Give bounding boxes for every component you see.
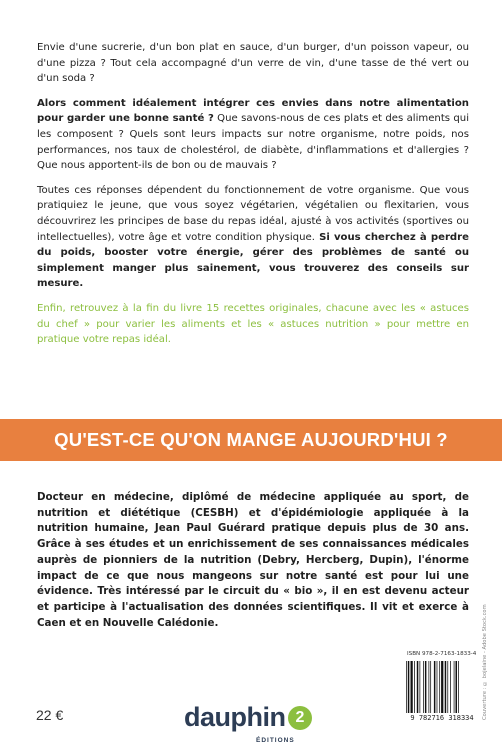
barcode-digits: 9 782716 318334: [410, 714, 474, 722]
intro-paragraph-3: [37, 183, 469, 292]
intro-paragraph-4-recipes: Enfin, retrouvez à la fin du livre 15 recettes originales, chacune avec les « astuces du chef » pour varier les aliments et les « astuces nutrition » pour mettre en pratique votre repas idéal.: [37, 302, 469, 346]
publisher-logo: [180, 690, 320, 750]
intro-paragraph-2-rest: Que savons-nous de ces plats et des aliments qui les composent ? Quels sont leurs impacts sur notre organisme, notre poids, nos performances, nos taux de cholestérol, de diabète, d'inflammations et d'allergies ? Que nous apportent-ils de bon ou de mauvais ?: [37, 113, 469, 172]
cover-credit: Couverture : © bojelaine - Adobe Stock.com: [482, 604, 488, 720]
publisher-name: dauphin: [184, 702, 286, 732]
barcode: [405, 661, 479, 713]
isbn: ISBN 978-2-7163-1833-4: [407, 651, 477, 657]
price: 22 €: [36, 707, 64, 723]
title-banner: [0, 419, 502, 461]
author-bio: Docteur en médecine, diplômé de médecine appliquée au sport, de nutrition et diététique (CESBH) et d'épidémiologie appliquée à la nutrition humaine, Jean Paul Guérard pratique depuis plus de 30 ans. Grâce à ses études et un enrichissement de ses connaissances médicales auprès de pionniers de la nutrition (Debry, Hercberg, Dupin), l'énorme impact de ce que nous mangeons sur notre santé est pour lui une évidence. Très intéressé par le circuit du « bio », il en est devenu acteur et participe à l'actualisation des données scientifiques. Il vit et exerce à Caen et en Nouvelle Calédonie.: [37, 491, 469, 629]
publisher-mark-icon: 2: [288, 706, 312, 730]
banner-title: QU'EST-CE QU'ON MANGE AUJOURD'HUI ?: [54, 429, 448, 450]
intro-text: [37, 40, 469, 357]
publisher-subtitle: ÉDITIONS: [256, 737, 295, 744]
intro-paragraph-2-bold: Alors comment idéalement intégrer ces envies dans notre alimentation pour garder une bonne santé ?: [37, 97, 469, 125]
intro-paragraph-2: [37, 96, 469, 174]
intro-paragraph-1: Envie d'une sucrerie, d'un bon plat en sauce, d'un burger, d'un poisson vapeur, ou d'une pizza ? Tout cela accompagné d'un verre de vin, d'une tasse de thé vert ou d'un soda ?: [37, 42, 469, 85]
intro-paragraph-3-bold: Si vous cherchez à perdre du poids, booster votre énergie, gérer des problèmes de santé ou simplement manger plus sainement, vous trouverez des conseils sur mesure.: [37, 231, 469, 290]
intro-paragraph-3-plain: Toutes ces réponses dépendent du fonctionnement de votre organisme. Que vous pratiquiez le jeune, que vous soyez végétarien, végétalien ou flexitarien, vous découvrirez les principes de base du repas idéal, ajusté à vos activités (sportives ou intellectuelles), votre âge et votre condition physique.: [37, 184, 469, 243]
